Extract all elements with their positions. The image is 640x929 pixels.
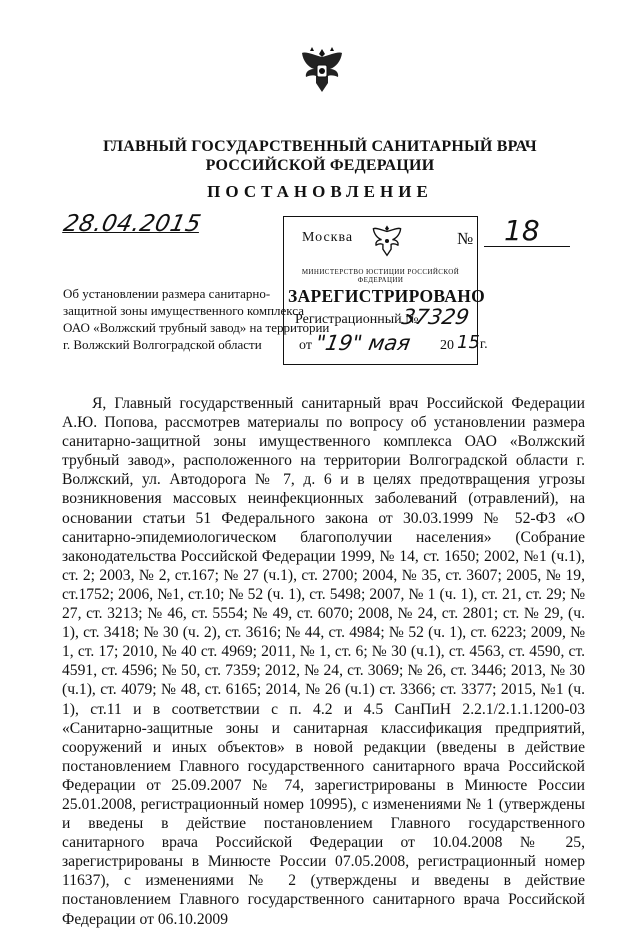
stamp-reg-number: 37329 — [399, 305, 471, 329]
document-number: 18 — [504, 214, 540, 247]
stamp-reg-number-label: Регистрационный № — [295, 312, 419, 327]
subject-line: г. Волжский Волгоградской области — [63, 337, 262, 352]
stamp-ministry: МИНИСТЕРСТВО ЮСТИЦИИ РОССИЙСКОЙ ФЕДЕРАЦИИ — [301, 268, 460, 284]
stamp-city: Москва — [302, 230, 354, 245]
issuer-title-line1: ГЛАВНЫЙ ГОСУДАРСТВЕННЫЙ САНИТАРНЫЙ ВРАЧ — [103, 138, 537, 155]
subject-line: Об установлении размера санитарно- — [63, 286, 271, 301]
stamp-from-label: от — [299, 338, 312, 353]
stamp-emblem-icon — [372, 223, 402, 259]
stamp-registered: ЗАРЕГИСТРИРОВАНО — [288, 286, 486, 306]
body-paragraph: Я, Главный государственный санитарный врач Российской Федерации А.Ю. Попова, рассмотрев материалы по вопросу об установлении размера санитарно-защитной зоны имущественного комплекса ОАО «Волжский трубный завод», расположенного на территории Волгоградской области г. Волжский, ул. Автодорога № 7, д. 6 и в целях предотвращения угрозы возникновения массовых неинфекционных заболеваний (отравлений), на основании статьи 51 Федерального закона от 30.03.1999 № 52-ФЗ «О санитарно-эпидемиологическом благополучии населения» (Собрание законодательства Российской Федерации 1999, № 14, ст. 1650; 2002, №1 (ч.1), ст. 2; 2003, № 2, ст.167; № 27 (ч.1), ст. 2700; 2004, № 35, ст. 3607; 2005, № 19, ст.1752; 2006, №1, ст.10; № 52 (ч. 1), ст. 5498; 2007, № 1 (ч. 1), ст. 21, ст. 29; № 27, ст. 3213; № 46, ст. 5554; № 49, ст. 6070; 2008, № 24, ст. 2801; ст. № 29, (ч. 1), ст. 3418; № 30 (ч. 2), ст. 3616; № 44, ст. 4984; № 52 (ч. 1), ст. 6223; 2009, № 1, ст. 17; 2010, № 40 ст. 4969; 2011, № 1, ст. 6; № 30 (ч.1), ст. 4563, ст. 4590, ст. 4591, ст. 4596; № 50, ст. 7359; 2012, № 24, ст. 3069; № 26, ст. 3446; 2013, № 30 (ч.1), ст. 4079; № 48, ст. 6165; 2014, № 26 (ч.1) ст. 3366; ст. 3377; 2015, №1 (ч. 1), ст.11 и в соответствии с п. 4.2 и 4.5 СанПиН 2.2.1/2.1.1.1200-03 «Санитарно-защитные зоны и санитарная классификация предприятий, сооружений и иных объектов» в новой редакции (введены в действие постановлением Главного государственного санитарного врача Российской Федерации от 25.09.2007 № 74, зарегистрированы в Минюсте России 25.01.2008, регистрационный номер 10995), с изменениями № 1 (утверждены и введены в действие постановлением Главного государственного санитарного врача Российской Федерации от 10.04.2008 № 25, зарегистрированы в Минюсте России 07.05.2008, регистрационный номер 11637), с изменениями № 2 (утверждены и введены в действие постановлением Главного государственного санитарного врача Российской Федерации от 06.10.2009 — [62, 395, 585, 928]
number-sign: № — [457, 229, 474, 248]
registration-stamp — [283, 216, 488, 365]
stamp-year — [457, 332, 488, 353]
issuer-title-line2: РОССИЙСКОЙ ФЕДЕРАЦИИ — [205, 157, 435, 174]
stamp-year-value: 15 — [457, 332, 480, 353]
subject-line: защитной зоны имущественного комплекса — [63, 303, 305, 318]
stamp-reg-date: "19" мая — [313, 331, 413, 355]
document-type: ПОСТАНОВЛЕНИЕ — [207, 182, 433, 201]
subject-line: ОАО «Волжский трубный завод» на территории — [63, 320, 330, 335]
stamp-year-suffix: г. — [479, 337, 488, 352]
issue-date: 28.04.2015 — [61, 211, 204, 237]
stamp-year-prefix: 20 — [440, 338, 454, 353]
coat-of-arms-icon — [300, 45, 344, 97]
